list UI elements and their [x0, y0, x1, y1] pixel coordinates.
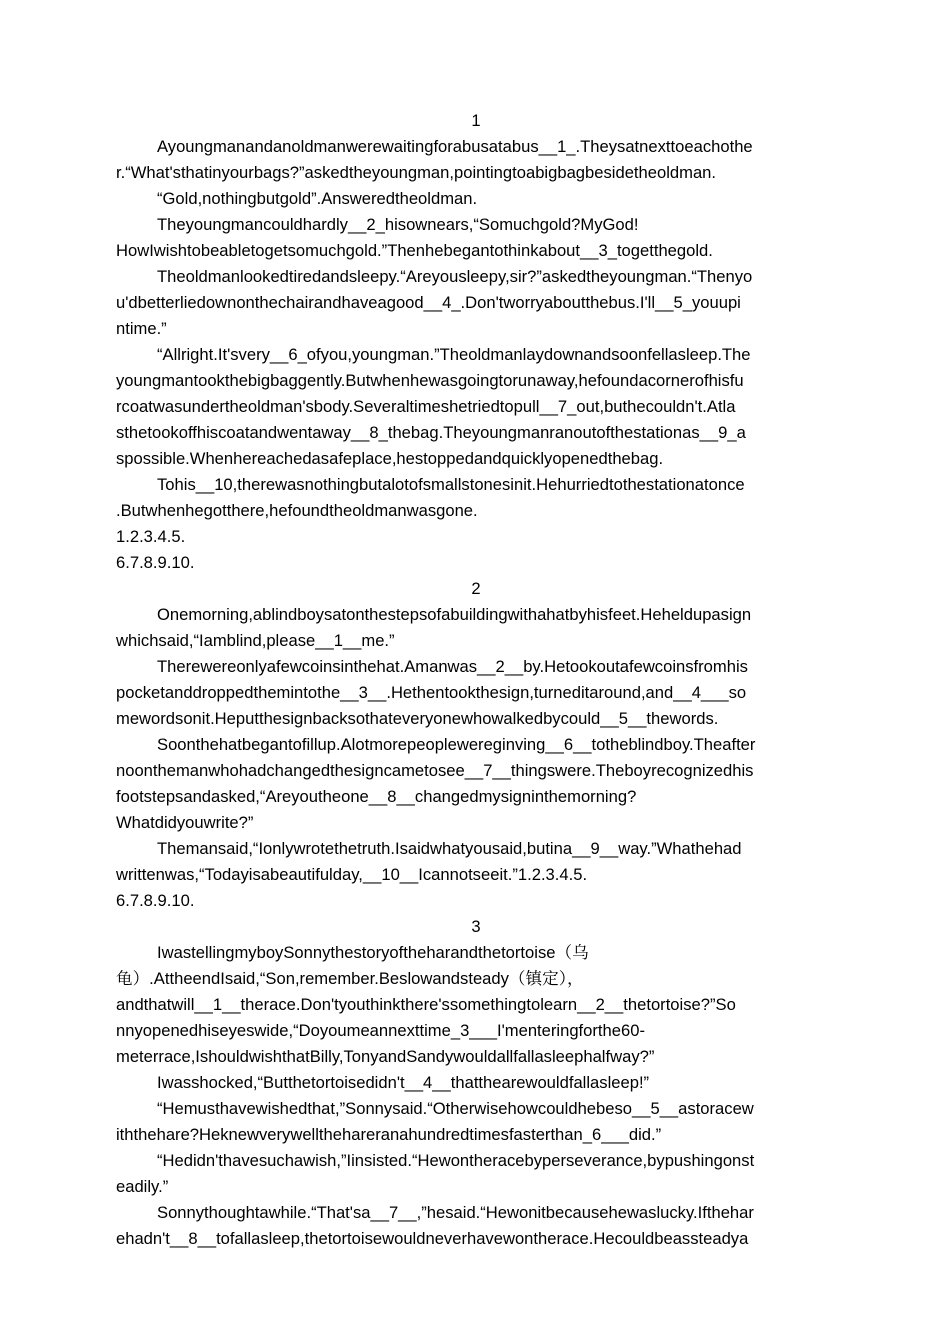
- text-line: 6.7.8.9.10.: [116, 553, 195, 572]
- text-line: Ayoungmanandanoldmanwerewaitingforabusatabus__1_.Theysatnexttoeachothe: [157, 137, 753, 156]
- section-number: 2: [471, 579, 481, 598]
- text-line: Theoldmanlookedtiredandsleepy.“Areyousleepy,sir?”askedtheyoungman.“Thenyo: [157, 267, 753, 286]
- text-line: Themansaid,“Ionlywrotethetruth.Isaidwhatyousaid,butina__9__way.”Whathehad: [157, 839, 742, 858]
- document-page: [116, 108, 836, 1252]
- text-line: andthatwill__1__therace.Don'tyouthinkthere'ssomethingtolearn__2__thetortoise?”So: [116, 995, 736, 1014]
- text-line: “Hedidn'thavesuchawish,”Iinsisted.“Hewontheracebyperseverance,bypushingonst: [157, 1151, 755, 1170]
- text-line: Theyoungmancouldhardly__2_hisownears,“Somuchgold?MyGod!: [157, 215, 639, 234]
- text-line: “Hemusthavewishedthat,”Sonnysaid.“Otherwisehowcouldhebeso__5__astoracew: [157, 1099, 754, 1118]
- text-line: Soonthehatbegantofillup.Alotmorepeoplewereginving__6__totheblindboy.Theafter: [157, 735, 756, 754]
- text-line: ehadn't__8__tofallasleep,thetortoisewouldneverhavewontherace.Hecouldbeassteadya: [116, 1229, 749, 1248]
- text-line: spossible.Whenhereachedasafeplace,hestoppedandquicklyopenedthebag.: [116, 449, 664, 468]
- text-line: IwastellingmyboySonnythestoryoftheharandthetortoise（乌: [157, 943, 589, 962]
- text-line: ntime.”: [116, 319, 167, 338]
- text-line: nnyopenedhiseyeswide,“Doyoumeannexttime_3___I'menteringforthe60-: [116, 1021, 645, 1040]
- text-line: “Allright.It'svery__6_ofyou,youngman.”Theoldmanlaydownandsoonfellasleep.The: [157, 345, 751, 364]
- text-line: Whatdidyouwrite?”: [116, 813, 254, 832]
- text-line: u'dbetterliedownonthechairandhaveagood__4_.Don'tworryaboutthebus.I'll__5_youupi: [116, 293, 741, 312]
- text-line: 1.2.3.4.5.: [116, 527, 186, 546]
- text-line: iththehare?Heknewverywellthehareranahundredtimesfasterthan_6___did.”: [116, 1125, 662, 1144]
- text-line: Tohis__10,therewasnothingbutalotofsmallstonesinit.Hehurriedtothestationatonce: [157, 475, 745, 494]
- text-line: whichsaid,“Iamblind,please__1__me.”: [116, 631, 395, 650]
- text-line: Therewereonlyafewcoinsinthehat.Amanwas__2__by.Hetookoutafewcoinsfromhis: [157, 657, 748, 676]
- section-number: 1: [471, 111, 481, 130]
- text-line: .Butwhenhegotthere,hefoundtheoldmanwasgone.: [116, 501, 478, 520]
- text-line: Iwasshocked,“Butthetortoisedidn't__4__thatthearewouldfallasleep!”: [157, 1073, 650, 1092]
- text-line: youngmantookthebigbaggently.Butwhenhewasgoingtorunaway,hefoundacornerofhisfu: [116, 371, 744, 390]
- text-line: Sonnythoughtawhile.“That'sa__7__,”hesaid.“Hewonitbecausehewaslucky.Ifthehar: [157, 1203, 754, 1222]
- text-line: pocketanddroppedthemintothe__3__.Hethentookthesign,turneditaround,and__4___so: [116, 683, 747, 702]
- section-number: 3: [471, 917, 481, 936]
- text-line: mewordsonit.Heputthesignbacksothateveryonewhowalkedbycould__5__thewords.: [116, 709, 719, 728]
- text-line: writtenwas,“Todayisabeautifulday,__10__Icannotseeit.”1.2.3.4.5.: [116, 865, 588, 884]
- text-line: footstepsandasked,“Areyoutheone__8__changedmysigninthemorning?: [116, 787, 637, 806]
- text-line: rcoatwasundertheoldman'sbody.Severaltimeshetriedtopull__7_out,buthecouldn't.Atla: [116, 397, 736, 416]
- text-line: “Gold,nothingbutgold”.Answeredtheoldman.: [157, 189, 478, 208]
- text-line: 龟）.AttheendIsaid,“Son,remember.Beslowandsteady（镇定），: [116, 969, 584, 988]
- text-line: eadily.”: [116, 1177, 169, 1196]
- text-line: Onemorning,ablindboysatonthestepsofabuildingwithahatbyhisfeet.Heheldupasign: [157, 605, 752, 624]
- text-line: sthetookoffhiscoatandwentaway__8_thebag.Theyoungmanranoutofthestationas__9_a: [116, 423, 746, 442]
- text-line: meterrace,IshouldwishthatBilly,TonyandSandywouldallfallasleephalfway?”: [116, 1047, 655, 1066]
- text-line: r.“What'sthatinyourbags?”askedtheyoungman,pointingtoabigbagbesidetheoldman.: [116, 163, 717, 182]
- text-line: HowIwishtobeabletogetsomuchgold.”Thenhebegantothinkabout__3_togetthegold.: [116, 241, 713, 260]
- text-line: 6.7.8.9.10.: [116, 891, 195, 910]
- text-line: noonthemanwhohadchangedthesigncametosee__7__thingswere.Theboyrecognizedhis: [116, 761, 754, 780]
